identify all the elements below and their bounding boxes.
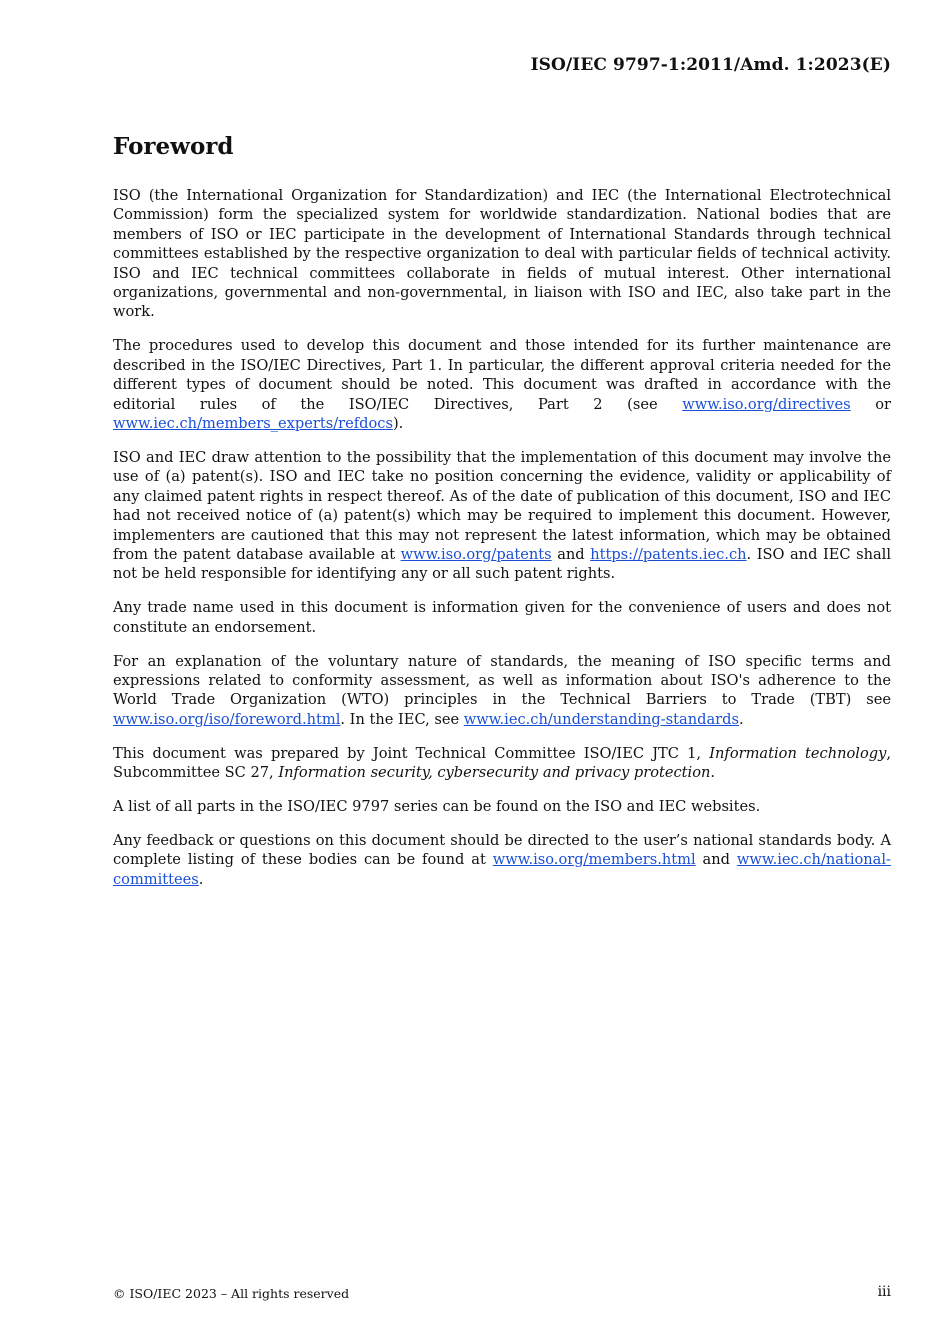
copyright-footer: © ISO/IEC 2023 – All rights reserved [113,1286,350,1301]
paragraph-text: and [551,545,591,563]
paragraph-about-iso-iec [113,186,891,322]
paragraph-text: and [695,851,737,869]
paragraph-text: , Subcommittee SC 27, [113,744,891,782]
subcommittee-name: Information security, cybersecurity and privacy protection [278,764,711,782]
paragraph-text: . [198,870,204,888]
paragraph-text: . [710,764,716,782]
paragraph-text: This document was prepared by Joint Technical Committee ISO/IEC JTC 1, [113,744,710,762]
page-number: iii [877,1284,891,1300]
paragraph-text: ISO and IEC draw attention to the possibility that the implementation of this document may involve the use of (a) patent(s). ISO and IEC take no position concerning the evidence, validity or applicability of any claimed patent rights in respect thereof. As of the date of publication of this document, ISO and IEC had not received notice of (a) patent(s) which may be required to implement this document. However, implementers are cautioned that this may not represent the latest information, which may be obtained from the patent database available at [113,448,891,563]
link-iec-patents[interactable]: https://patents.iec.ch [590,545,747,563]
page-title: Foreword [113,133,234,160]
paragraph-trade-names [113,598,891,637]
link-iec-national-committees[interactable]: www.iec.ch/national-committees [113,851,891,888]
paragraph-text: Any feedback or questions on this document should be directed to the user’s national standards body. A complete listing of these bodies can be found at [113,831,891,869]
link-iec-refdocs[interactable]: www.iec.ch/members_experts/refdocs [113,414,393,432]
paragraph-text: ). [392,414,404,432]
link-iso-patents[interactable]: www.iso.org/patents [400,545,552,563]
paragraph-text: The procedures used to develop this document and those intended for its further maintenance are described in the ISO/IEC Directives, Part 1. In particular, the different approval criteria needed for the different types of document should be noted. This document was drafted in accordance with the editorial rules of the ISO/IEC Directives, Part 2 (see [113,337,891,413]
paragraph-voluntary-nature [113,652,891,730]
paragraph-feedback [113,831,891,889]
paragraph-committee [113,744,891,783]
link-iso-members[interactable]: www.iso.org/members.html [492,851,696,869]
paragraph-series-list [113,797,891,816]
paragraph-text: . [738,710,744,728]
paragraph-text: ISO (the International Organization for Standardization) and IEC (the International Electrotechnical Commission) form the specialized system for worldwide standardization. National bodies that are members of ISO or IEC participate in the development of International Standards through technical committees established by the respective organization to deal with particular fields of technical activity. ISO and IEC technical committees collaborate in fields of mutual interest. Other international organizations, governmental and non-governmental, in liaison with ISO and IEC, also take part in the work. [113,187,891,321]
paragraph-text: For an explanation of the voluntary nature of standards, the meaning of ISO specific terms and expressions related to conformity assessment, as well as information about ISO's adherence to the World Trade Organization (WTO) principles in the Technical Barriers to Trade (TBT) see [113,652,891,709]
paragraph-text: Any trade name used in this document is information given for the convenience of users and does not constitute an endorsement. [113,599,891,636]
paragraph-text: . In the IEC, see [340,710,464,728]
paragraph-text: or [850,395,892,413]
paragraph-text: . ISO and IEC shall not be held responsible for identifying any or all such patent rights. [113,545,892,583]
document-id-header: ISO/IEC 9797-1:2011/Amd. 1:2023(E) [530,55,891,75]
paragraph-patents [113,448,891,584]
link-iec-understanding-standards[interactable]: www.iec.ch/understanding-standards [463,710,739,728]
foreword-body [113,186,891,904]
committee-name: Information technology [709,744,887,762]
paragraph-text: A list of all parts in the ISO/IEC 9797 series can be found on the ISO and IEC websites. [113,797,761,815]
link-iso-foreword[interactable]: www.iso.org/iso/foreword.html [113,710,341,728]
link-iso-directives[interactable]: www.iso.org/directives [682,395,851,413]
paragraph-procedures [113,336,891,433]
